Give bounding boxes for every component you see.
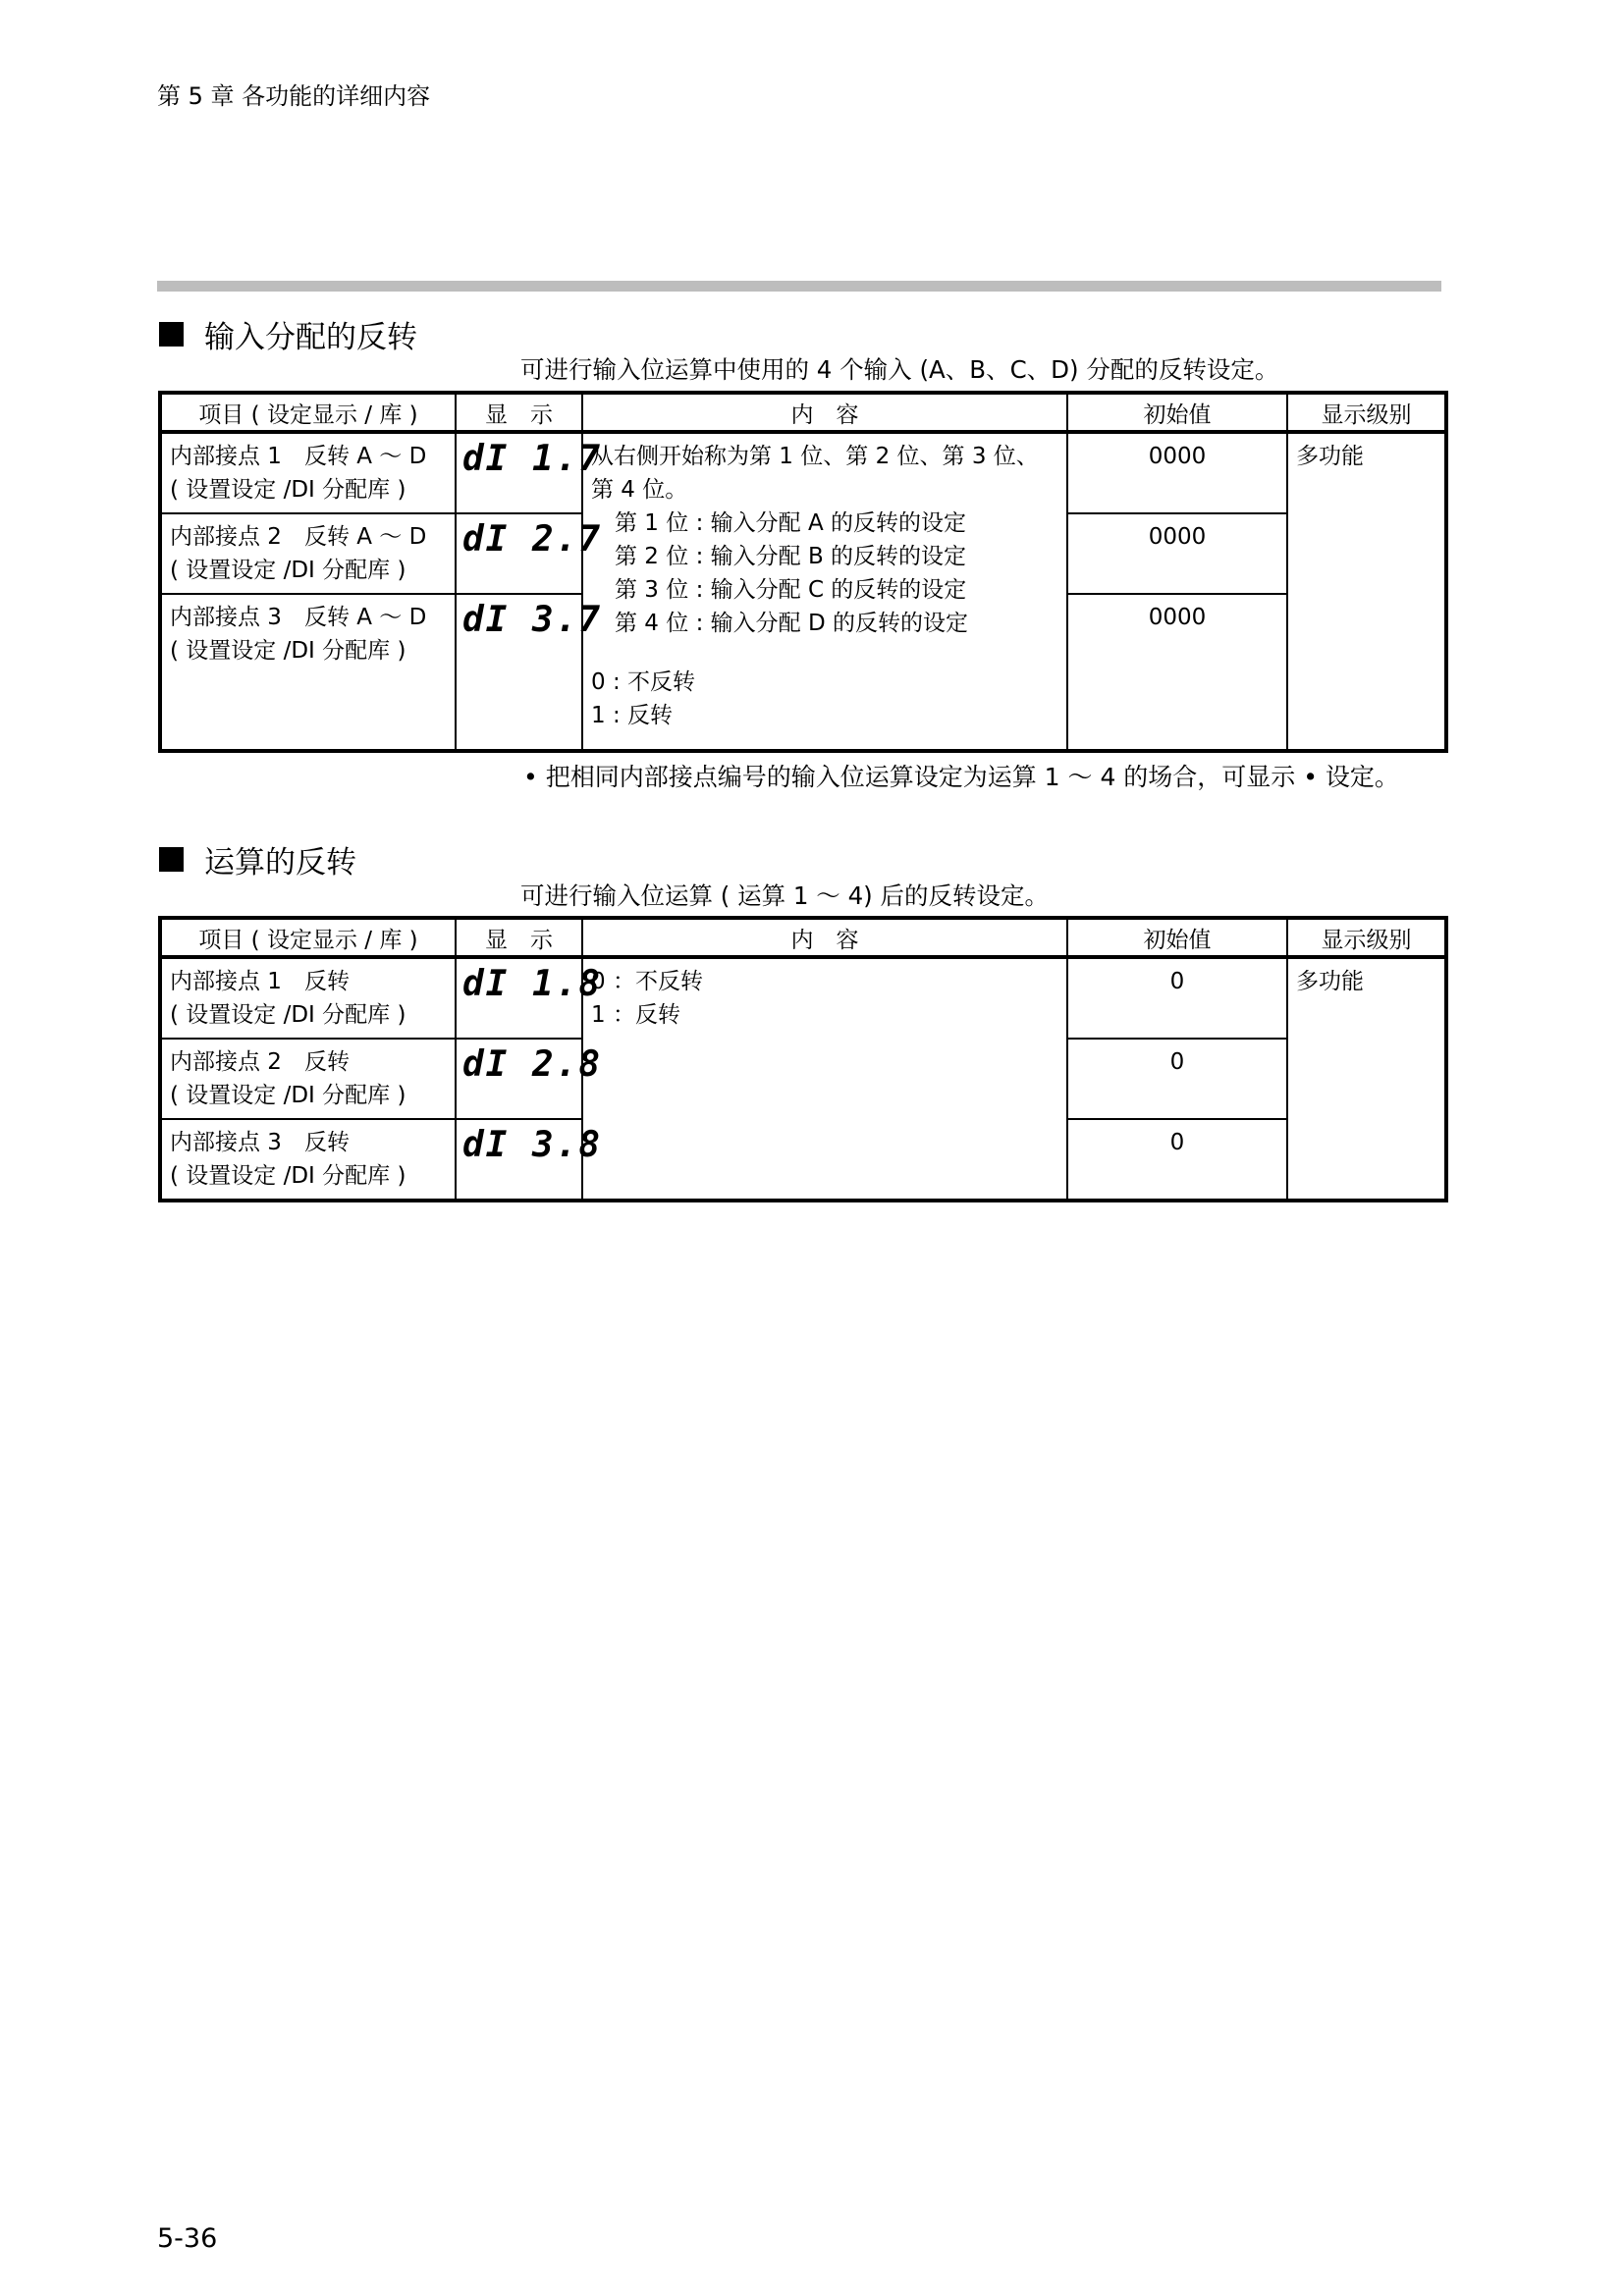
initial-value: 0 xyxy=(1067,1039,1287,1119)
section-square-icon xyxy=(159,847,184,872)
item-bank: ( 设置设定 /DI 分配库 ) xyxy=(170,638,406,664)
input-inversion-table xyxy=(158,391,1448,753)
table-row xyxy=(160,957,1446,1039)
initial-value: 0000 xyxy=(1067,513,1287,594)
section-subtitle: 可进行输入位运算中使用的 4 个输入 (A、B、C、D) 分配的反转设定。 xyxy=(520,355,1279,384)
initial-value: 0000 xyxy=(1067,432,1287,513)
item-name: 内部接点 3 反转 A ～ D xyxy=(170,605,427,630)
content-cell xyxy=(582,957,1067,1201)
initial-value: 0 xyxy=(1067,1119,1287,1201)
display-cell xyxy=(456,432,603,513)
bit-description: 第 1 位 : 输入分配 A 的反转的设定 xyxy=(615,510,966,536)
option-line: 1 ：反转 xyxy=(591,1002,680,1028)
usage-note: • 把相同内部接点编号的输入位运算设定为运算 1 ～ 4 的场合，可显示 • 设定。 xyxy=(523,763,1399,791)
content-line: 第 4 位。 xyxy=(591,477,688,503)
item-bank: ( 设置设定 /DI 分配库 ) xyxy=(170,1002,406,1028)
spacer xyxy=(591,640,1058,666)
section-square-icon xyxy=(159,322,184,347)
bit-description: 第 3 位 : 输入分配 C 的反转的设定 xyxy=(615,577,967,603)
seven-segment-code: dI 3.7 xyxy=(462,600,603,640)
seven-segment-code: dI 1.7 xyxy=(462,439,603,479)
item-bank: ( 设置设定 /DI 分配库 ) xyxy=(170,477,406,503)
option-line: 1 : 反转 xyxy=(591,703,674,728)
section-title-text: 运算的反转 xyxy=(204,845,356,881)
item-bank: ( 设置设定 /DI 分配库 ) xyxy=(170,1163,406,1189)
item-cell xyxy=(160,1119,456,1201)
display-cell xyxy=(456,1119,603,1201)
content-line: 从右侧开始称为第 1 位、第 2 位、第 3 位、 xyxy=(591,444,1039,469)
option-line: 0 ：不反转 xyxy=(591,969,703,994)
seven-segment-code: dI 2.8 xyxy=(462,1044,603,1085)
item-cell xyxy=(160,513,456,594)
header-display: 显 示 xyxy=(456,393,582,432)
section-title-text: 输入分配的反转 xyxy=(204,320,417,355)
item-name: 内部接点 1 反转 A ～ D xyxy=(170,444,427,469)
content-cell xyxy=(582,432,1067,751)
item-name: 内部接点 2 反转 A ～ D xyxy=(170,524,427,550)
item-cell xyxy=(160,432,456,513)
chapter-header: 第 5 章 各功能的详细内容 xyxy=(157,82,431,110)
header-initial: 初始值 xyxy=(1067,918,1287,957)
item-bank: ( 设置设定 /DI 分配库 ) xyxy=(170,558,406,583)
item-cell xyxy=(160,957,456,1039)
bit-description: 第 4 位 : 输入分配 D 的反转的设定 xyxy=(615,611,968,636)
seven-segment-code: dI 3.8 xyxy=(462,1125,603,1165)
section-divider xyxy=(157,281,1441,292)
item-cell xyxy=(160,1039,456,1119)
initial-value: 0000 xyxy=(1067,594,1287,751)
display-level: 多功能 xyxy=(1287,957,1446,1201)
item-name: 内部接点 2 反转 xyxy=(170,1049,350,1075)
table-header-row xyxy=(160,393,1446,432)
bit-description: 第 2 位 : 输入分配 B 的反转的设定 xyxy=(615,544,967,569)
option-line: 0 : 不反转 xyxy=(591,669,696,695)
section-title-input-inversion xyxy=(159,312,417,356)
item-cell xyxy=(160,594,456,751)
header-display: 显 示 xyxy=(456,918,582,957)
display-level: 多功能 xyxy=(1287,432,1446,751)
display-cell xyxy=(456,594,603,751)
display-cell xyxy=(456,957,603,1039)
page-number: 5-36 xyxy=(157,2223,218,2254)
item-name: 内部接点 1 反转 xyxy=(170,969,350,994)
header-level: 显示级别 xyxy=(1287,393,1446,432)
table-row xyxy=(160,432,1446,513)
item-bank: ( 设置设定 /DI 分配库 ) xyxy=(170,1083,406,1108)
header-initial: 初始值 xyxy=(1067,393,1287,432)
seven-segment-code: dI 1.8 xyxy=(462,964,603,1004)
section-subtitle: 可进行输入位运算 ( 运算 1 ～ 4) 后的反转设定。 xyxy=(520,881,1050,910)
header-item: 项目 ( 设定显示 / 库 ) xyxy=(160,393,456,432)
section-title-operation-inversion xyxy=(159,837,356,881)
header-content: 内 容 xyxy=(582,918,1067,957)
initial-value: 0 xyxy=(1067,957,1287,1039)
header-item: 项目 ( 设定显示 / 库 ) xyxy=(160,918,456,957)
header-level: 显示级别 xyxy=(1287,918,1446,957)
operation-inversion-table xyxy=(158,916,1448,1202)
header-content: 内 容 xyxy=(582,393,1067,432)
display-cell xyxy=(456,513,603,594)
table-header-row xyxy=(160,918,1446,957)
seven-segment-code: dI 2.7 xyxy=(462,519,603,560)
item-name: 内部接点 3 反转 xyxy=(170,1130,350,1155)
display-cell xyxy=(456,1039,603,1119)
